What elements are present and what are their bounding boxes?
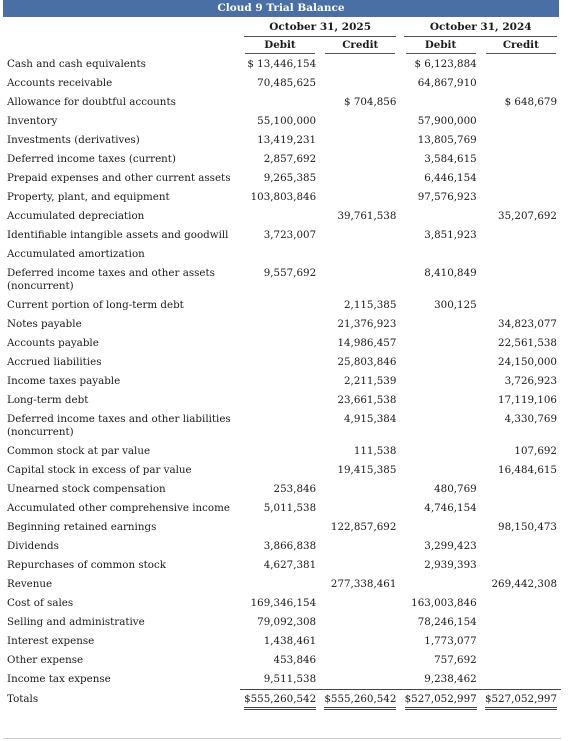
credit-2024: 22,561,538: [498, 337, 557, 349]
debit-2025: 4,627,381: [263, 559, 317, 571]
debit-2024: [400, 93, 480, 112]
credit-2024: $ 648,679: [504, 96, 557, 108]
account-row: [3, 112, 561, 131]
debit-2025: 70,485,625: [257, 77, 317, 89]
debit-2025: [240, 372, 320, 391]
account-label: Accounts payable: [7, 337, 99, 349]
credit-2024: [481, 245, 561, 264]
credit-2025: [320, 131, 400, 150]
debit-2024: 480,769: [434, 483, 477, 495]
debit-2025: 253,846: [273, 483, 317, 495]
credit-2024: 269,442,308: [491, 578, 557, 590]
account-row: [3, 334, 561, 353]
credit-2025: 277,338,461: [330, 578, 397, 590]
debit-2024: 6,446,154: [424, 172, 477, 184]
debit-2024: [400, 334, 480, 353]
account-label: Selling and administrative: [7, 616, 145, 628]
debit-2024: 64,867,910: [417, 77, 477, 89]
totals-label: Totals: [7, 692, 39, 705]
debit-2024: $ 6,123,884: [414, 58, 477, 70]
debit-2024: 78,246,154: [417, 616, 477, 628]
account-row: [3, 93, 561, 112]
account-label: Accumulated other comprehensive income: [7, 502, 230, 514]
account-rows: [3, 55, 561, 690]
credit-2025: 2,211,539: [344, 375, 397, 387]
debit-2024: 3,851,923: [424, 229, 477, 241]
debit-2025: 9,511,538: [263, 673, 317, 685]
credit-2024: [481, 150, 561, 169]
debit-2025: [240, 245, 320, 264]
credit-2024: [481, 613, 561, 632]
account-label: Current portion of long-term debt: [7, 299, 184, 311]
debit-2025: 169,346,154: [250, 597, 317, 609]
credit-2024: 35,207,692: [498, 210, 557, 222]
debit-2025: 453,846: [273, 654, 317, 666]
account-row: [3, 594, 561, 613]
account-row: [3, 296, 561, 315]
credit-2025: [320, 264, 400, 296]
account-row: [3, 575, 561, 594]
debit-2025: [240, 461, 320, 480]
credit-2024: [481, 594, 561, 613]
account-row: [3, 480, 561, 499]
debit-2025: [240, 334, 320, 353]
credit-2024: [481, 226, 561, 245]
debit-2025: [240, 93, 320, 112]
credit-2025: 111,538: [353, 445, 397, 457]
debit-2024: [400, 391, 480, 410]
account-label: Dividends: [7, 540, 59, 552]
debit-2025: 1,438,461: [263, 635, 317, 647]
account-row: [3, 150, 561, 169]
account-label: Property, plant, and equipment: [7, 191, 170, 203]
totals-row: [3, 690, 561, 711]
account-label: Allowance for doubtful accounts: [7, 96, 176, 108]
account-label: Accounts receivable: [7, 77, 113, 89]
debit-2025: [240, 391, 320, 410]
account-row: [3, 188, 561, 207]
debit-2024: [400, 575, 480, 594]
credit-2024: [481, 670, 561, 690]
bottom-divider: [3, 738, 561, 739]
account-label: Inventory: [7, 115, 58, 127]
credit-2025: 2,115,385: [344, 299, 397, 311]
credit-2025: [320, 245, 400, 264]
credit-2024: 4,330,769: [504, 413, 557, 425]
debit-2024: 3,584,615: [424, 153, 477, 165]
credit-2025: 25,803,846: [337, 356, 397, 368]
credit-2025: [320, 74, 400, 93]
credit-2024: [481, 55, 561, 74]
credit-2024: 16,484,615: [498, 464, 557, 476]
debit-2024: [400, 315, 480, 334]
period-header-2024: October 31, 2024: [404, 21, 557, 37]
credit-2025: 23,661,538: [337, 394, 397, 406]
debit-2025: [240, 410, 320, 442]
debit-2025: 103,803,846: [250, 191, 317, 203]
debit-2025: 9,557,692: [263, 267, 317, 279]
credit-2025: [320, 537, 400, 556]
trial-balance-sheet: [3, 0, 567, 741]
account-label: Prepaid expenses and other current assets: [7, 172, 231, 184]
header-spacer: [3, 19, 240, 38]
credit-2024: [481, 188, 561, 207]
period-header-2025: October 31, 2025: [244, 21, 397, 37]
credit-2025: [320, 150, 400, 169]
debit-2024: 163,003,846: [411, 597, 477, 609]
account-label: Interest expense: [7, 635, 95, 647]
debit-2024: 300,125: [434, 299, 477, 311]
debit-2024: 1,773,077: [424, 635, 477, 647]
debit-2025: 3,866,838: [263, 540, 317, 552]
debit-2024: [400, 410, 480, 442]
account-label: Notes payable: [7, 318, 82, 330]
debit-2024: 757,692: [434, 654, 477, 666]
credit-2025: [320, 594, 400, 613]
credit-2024: [481, 651, 561, 670]
credit-2025: [320, 226, 400, 245]
credit-header-2025: Credit: [325, 39, 395, 54]
credit-2025: 14,986,457: [337, 337, 397, 349]
debit-2025: 5,011,538: [263, 502, 317, 514]
credit-2025: [320, 556, 400, 575]
credit-2025: 19,415,385: [337, 464, 397, 476]
debit-2024: [400, 442, 480, 461]
account-row: [3, 131, 561, 150]
credit-2024: [481, 480, 561, 499]
account-label: Cash and cash equivalents: [7, 58, 146, 70]
debit-2024: [400, 372, 480, 391]
credit-2024: 34,823,077: [498, 318, 557, 330]
credit-2024: [481, 632, 561, 651]
debit-2025: [240, 315, 320, 334]
account-label: Beginning retained earnings: [7, 521, 157, 533]
credit-2025: 21,376,923: [337, 318, 397, 330]
account-row: [3, 391, 561, 410]
debit-2024: [400, 207, 480, 226]
column-header-row: [3, 38, 561, 55]
credit-2025: [320, 480, 400, 499]
account-row: [3, 410, 561, 442]
debit-2024: [400, 518, 480, 537]
credit-2025: [320, 112, 400, 131]
credit-2025: $ 704,856: [344, 96, 397, 108]
debit-2025: 2,857,692: [263, 153, 317, 165]
credit-2024: [481, 537, 561, 556]
account-row: [3, 315, 561, 334]
debit-header-2024: Debit: [406, 39, 476, 54]
account-row: [3, 264, 561, 296]
account-row: [3, 651, 561, 670]
debit-2025: 13,419,231: [257, 134, 317, 146]
table-title: Cloud 9 Trial Balance: [3, 0, 559, 17]
period-header-row: [3, 19, 561, 38]
account-label: Capital stock in excess of par value: [7, 464, 192, 476]
debit-2024: [400, 245, 480, 264]
account-label: Income taxes payable: [7, 375, 121, 387]
credit-2024: [481, 131, 561, 150]
account-label: Accumulated amortization: [7, 248, 145, 260]
debit-2025: 9,265,385: [263, 172, 317, 184]
debit-2024: 4,746,154: [424, 502, 477, 514]
account-label: Investments (derivatives): [7, 134, 140, 146]
credit-2024: [481, 74, 561, 93]
debit-2025: [240, 296, 320, 315]
credit-2024: [481, 169, 561, 188]
account-label: Unearned stock compensation: [7, 483, 166, 495]
credit-2025: [320, 169, 400, 188]
account-row: [3, 74, 561, 93]
debit-2025: [240, 575, 320, 594]
account-row: [3, 442, 561, 461]
account-row: [3, 499, 561, 518]
debit-2024: [400, 353, 480, 372]
debit-2025: 3,723,007: [263, 229, 317, 241]
account-row: [3, 245, 561, 264]
credit-2025: [320, 55, 400, 74]
header-spacer: [3, 38, 240, 55]
account-label: Accumulated depreciation: [7, 210, 145, 222]
account-row: [3, 461, 561, 480]
account-row: [3, 537, 561, 556]
debit-header-2025: Debit: [245, 39, 315, 54]
debit-2025: [240, 353, 320, 372]
debit-2025: [240, 518, 320, 537]
credit-2024: 17,119,106: [498, 394, 557, 406]
account-row: [3, 207, 561, 226]
account-row: [3, 632, 561, 651]
debit-2025: [240, 207, 320, 226]
trial-balance-table: [3, 19, 561, 710]
credit-2025: [320, 632, 400, 651]
account-row: [3, 169, 561, 188]
account-label: Long-term debt: [7, 394, 89, 406]
account-row: [3, 372, 561, 391]
debit-2025: 55,100,000: [257, 115, 317, 127]
debit-2024: 97,576,923: [417, 191, 477, 203]
debit-2024: 2,939,393: [424, 559, 477, 571]
account-row: [3, 353, 561, 372]
account-row: [3, 670, 561, 690]
total-debit-2024: $527,052,997: [405, 693, 477, 710]
account-label: Common stock at par value: [7, 445, 151, 457]
credit-2025: [320, 499, 400, 518]
total-debit-2025: $555,260,542: [244, 693, 316, 710]
account-label: Repurchases of common stock: [7, 559, 166, 571]
credit-2025: 122,857,692: [330, 521, 397, 533]
credit-2024: [481, 296, 561, 315]
debit-2025: 79,092,308: [257, 616, 317, 628]
credit-2025: [320, 613, 400, 632]
account-row: [3, 556, 561, 575]
total-credit-2025: $555,260,542: [324, 693, 396, 710]
account-label: Revenue: [7, 578, 53, 590]
debit-2024: 3,299,423: [424, 540, 477, 552]
credit-2024: 24,150,000: [498, 356, 557, 368]
credit-2025: [320, 651, 400, 670]
credit-2024: [481, 499, 561, 518]
account-label: Income tax expense: [7, 673, 111, 685]
credit-2024: [481, 556, 561, 575]
credit-2024: 98,150,473: [498, 521, 557, 533]
account-label: Other expense: [7, 654, 84, 666]
debit-2024: 57,900,000: [417, 115, 477, 127]
credit-2024: 3,726,923: [504, 375, 557, 387]
credit-2025: 39,761,538: [337, 210, 397, 222]
credit-2025: 4,915,384: [344, 413, 397, 425]
credit-header-2024: Credit: [486, 39, 556, 54]
account-label: Deferred income taxes and other liabilities (noncurrent): [7, 413, 231, 438]
account-label: Identifiable intangible assets and goodwill: [7, 229, 229, 241]
account-row: [3, 518, 561, 537]
account-row: [3, 55, 561, 74]
credit-2024: [481, 112, 561, 131]
debit-2024: [400, 461, 480, 480]
total-credit-2024: $527,052,997: [485, 693, 557, 710]
credit-2024: [481, 264, 561, 296]
debit-2024: 13,805,769: [417, 134, 477, 146]
account-label: Deferred income taxes (current): [7, 153, 176, 165]
credit-2025: [320, 670, 400, 690]
account-label: Deferred income taxes and other assets (noncurrent): [7, 267, 215, 292]
debit-2025: [240, 442, 320, 461]
credit-2025: [320, 188, 400, 207]
debit-2025: $ 13,446,154: [247, 58, 317, 70]
debit-2024: 8,410,849: [424, 267, 477, 279]
account-label: Accrued liabilities: [7, 356, 102, 368]
debit-2024: 9,238,462: [424, 673, 477, 685]
account-row: [3, 613, 561, 632]
credit-2024: 107,692: [514, 445, 557, 457]
account-label: Cost of sales: [7, 597, 74, 609]
account-row: [3, 226, 561, 245]
